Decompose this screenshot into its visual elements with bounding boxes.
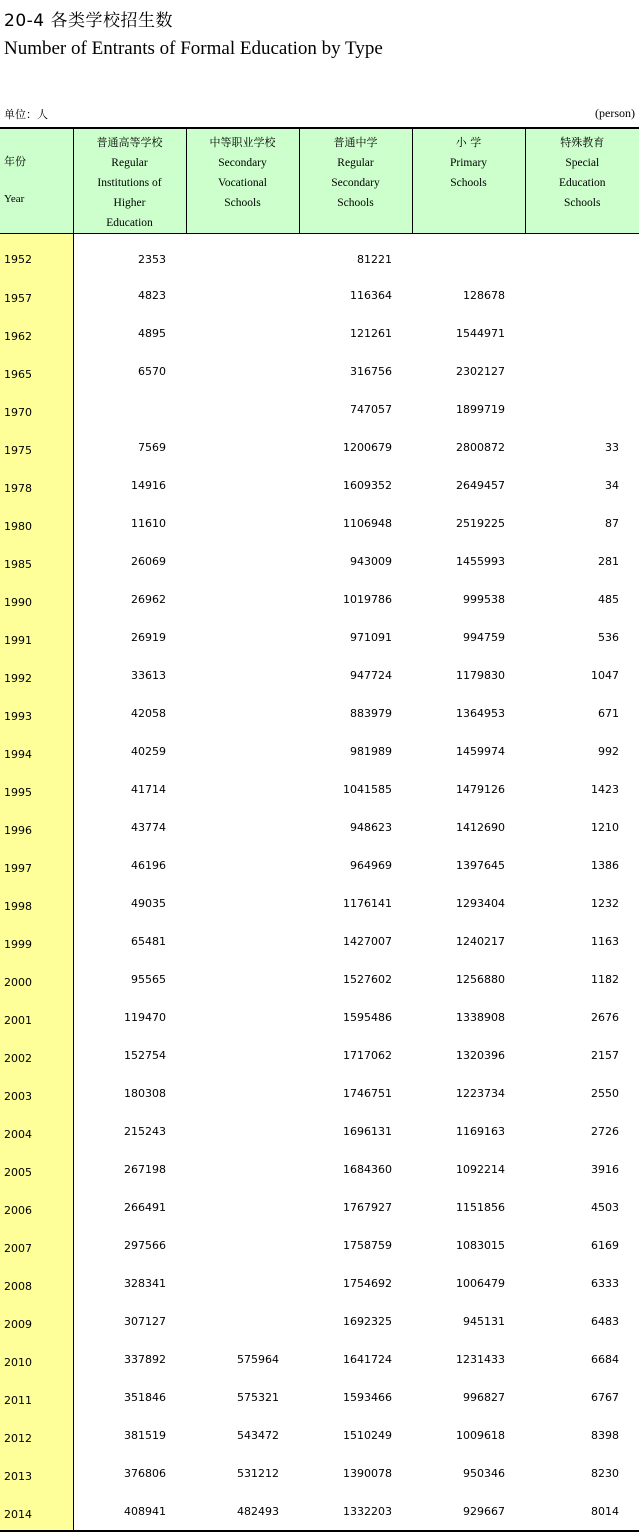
table-row	[0, 1264, 639, 1302]
vocational-cell: 543472	[186, 1416, 299, 1454]
higher-education-cell: 180308	[73, 1074, 186, 1112]
secondary-cell: 1106948	[299, 504, 412, 542]
secondary-cell: 1684360	[299, 1150, 412, 1188]
higher-education-cell: 215243	[73, 1112, 186, 1150]
table-row	[0, 1188, 639, 1226]
higher-education-cell: 14916	[73, 466, 186, 504]
table-row	[0, 1112, 639, 1150]
special-education-cell	[525, 352, 639, 390]
secondary-cell: 1754692	[299, 1264, 412, 1302]
vocational-cell	[186, 1036, 299, 1074]
header-english: Primary Schools	[413, 153, 525, 193]
secondary-cell: 747057	[299, 390, 412, 428]
primary-cell: 2649457	[412, 466, 525, 504]
primary-cell: 1479126	[412, 770, 525, 808]
header-chinese: 中等职业学校	[187, 133, 299, 153]
header-higher-education	[73, 128, 186, 234]
year-cell: 1965	[0, 352, 73, 390]
higher-education-cell: 267198	[73, 1150, 186, 1188]
higher-education-cell: 26069	[73, 542, 186, 580]
vocational-cell	[186, 1188, 299, 1226]
higher-education-cell: 152754	[73, 1036, 186, 1074]
secondary-cell: 1332203	[299, 1492, 412, 1531]
table-row	[0, 1074, 639, 1112]
special-education-cell: 33	[525, 428, 639, 466]
table-row	[0, 960, 639, 998]
higher-education-cell: 46196	[73, 846, 186, 884]
secondary-cell: 1746751	[299, 1074, 412, 1112]
table-row	[0, 1226, 639, 1264]
table-row	[0, 1492, 639, 1531]
year-cell: 2012	[0, 1416, 73, 1454]
table-row	[0, 618, 639, 656]
year-cell: 1990	[0, 580, 73, 618]
secondary-cell: 1593466	[299, 1378, 412, 1416]
higher-education-cell: 7569	[73, 428, 186, 466]
header-english: Regular Institutions of Higher Education	[74, 153, 186, 233]
primary-cell: 1256880	[412, 960, 525, 998]
table-row	[0, 542, 639, 580]
year-cell: 1978	[0, 466, 73, 504]
primary-cell: 1009618	[412, 1416, 525, 1454]
special-education-cell: 6169	[525, 1226, 639, 1264]
special-education-cell: 6684	[525, 1340, 639, 1378]
secondary-cell: 981989	[299, 732, 412, 770]
vocational-cell	[186, 922, 299, 960]
primary-cell: 1092214	[412, 1150, 525, 1188]
higher-education-cell: 95565	[73, 960, 186, 998]
secondary-cell: 1019786	[299, 580, 412, 618]
vocational-cell	[186, 694, 299, 732]
special-education-cell: 1386	[525, 846, 639, 884]
year-cell: 1998	[0, 884, 73, 922]
table-row	[0, 504, 639, 542]
year-cell: 2010	[0, 1340, 73, 1378]
higher-education-cell: 41714	[73, 770, 186, 808]
table-row	[0, 466, 639, 504]
special-education-cell: 1182	[525, 960, 639, 998]
year-cell: 2013	[0, 1454, 73, 1492]
secondary-cell: 948623	[299, 808, 412, 846]
table-row	[0, 732, 639, 770]
primary-cell: 1293404	[412, 884, 525, 922]
secondary-cell: 316756	[299, 352, 412, 390]
higher-education-cell: 26962	[73, 580, 186, 618]
vocational-cell	[186, 1112, 299, 1150]
secondary-cell: 964969	[299, 846, 412, 884]
primary-cell: 1179830	[412, 656, 525, 694]
vocational-cell	[186, 1074, 299, 1112]
header-chinese: 普通高等学校	[74, 133, 186, 153]
vocational-cell	[186, 656, 299, 694]
higher-education-cell: 11610	[73, 504, 186, 542]
year-cell: 1994	[0, 732, 73, 770]
vocational-cell	[186, 276, 299, 314]
table-title-english: Number of Entrants of Formal Education by Type	[4, 38, 383, 60]
primary-cell: 2519225	[412, 504, 525, 542]
special-education-cell: 6333	[525, 1264, 639, 1302]
special-education-cell: 8230	[525, 1454, 639, 1492]
secondary-cell: 116364	[299, 276, 412, 314]
higher-education-cell: 351846	[73, 1378, 186, 1416]
table-row	[0, 998, 639, 1036]
table-row	[0, 656, 639, 694]
higher-education-cell: 40259	[73, 732, 186, 770]
primary-cell: 1320396	[412, 1036, 525, 1074]
higher-education-cell: 4823	[73, 276, 186, 314]
primary-cell: 929667	[412, 1492, 525, 1531]
vocational-cell	[186, 428, 299, 466]
special-education-cell: 2676	[525, 998, 639, 1036]
higher-education-cell: 328341	[73, 1264, 186, 1302]
primary-cell: 1231433	[412, 1340, 525, 1378]
secondary-cell: 1527602	[299, 960, 412, 998]
primary-cell: 994759	[412, 618, 525, 656]
secondary-cell: 1041585	[299, 770, 412, 808]
vocational-cell: 575321	[186, 1378, 299, 1416]
table-row	[0, 1454, 639, 1492]
table-row	[0, 390, 639, 428]
special-education-cell: 2726	[525, 1112, 639, 1150]
vocational-cell: 482493	[186, 1492, 299, 1531]
primary-cell: 945131	[412, 1302, 525, 1340]
year-cell: 2004	[0, 1112, 73, 1150]
special-education-cell: 671	[525, 694, 639, 732]
header-year-english: Year	[4, 193, 24, 205]
secondary-cell: 81221	[299, 234, 412, 277]
vocational-cell	[186, 618, 299, 656]
secondary-cell: 947724	[299, 656, 412, 694]
special-education-cell: 485	[525, 580, 639, 618]
secondary-cell: 1767927	[299, 1188, 412, 1226]
table-row	[0, 694, 639, 732]
higher-education-cell: 6570	[73, 352, 186, 390]
special-education-cell: 8014	[525, 1492, 639, 1531]
primary-cell: 2302127	[412, 352, 525, 390]
year-cell: 1997	[0, 846, 73, 884]
secondary-cell: 1717062	[299, 1036, 412, 1074]
higher-education-cell: 65481	[73, 922, 186, 960]
primary-cell: 1151856	[412, 1188, 525, 1226]
header-year	[0, 128, 73, 234]
year-cell: 2005	[0, 1150, 73, 1188]
year-cell: 1970	[0, 390, 73, 428]
primary-cell: 1899719	[412, 390, 525, 428]
secondary-cell: 1758759	[299, 1226, 412, 1264]
year-cell: 1962	[0, 314, 73, 352]
higher-education-cell: 307127	[73, 1302, 186, 1340]
primary-cell: 1083015	[412, 1226, 525, 1264]
vocational-cell	[186, 1226, 299, 1264]
table-row	[0, 580, 639, 618]
primary-cell: 950346	[412, 1454, 525, 1492]
vocational-cell	[186, 542, 299, 580]
entrants-table	[0, 127, 639, 1532]
vocational-cell	[186, 1264, 299, 1302]
primary-cell: 1412690	[412, 808, 525, 846]
vocational-cell	[186, 732, 299, 770]
vocational-cell	[186, 234, 299, 277]
secondary-cell: 121261	[299, 314, 412, 352]
vocational-cell	[186, 352, 299, 390]
year-cell: 1952	[0, 234, 73, 277]
vocational-cell	[186, 998, 299, 1036]
header-english: Secondary Vocational Schools	[187, 153, 299, 213]
higher-education-cell: 33613	[73, 656, 186, 694]
higher-education-cell: 26919	[73, 618, 186, 656]
special-education-cell: 1210	[525, 808, 639, 846]
unit-label-english: (person)	[595, 106, 635, 121]
primary-cell: 128678	[412, 276, 525, 314]
secondary-cell: 1692325	[299, 1302, 412, 1340]
secondary-cell: 1200679	[299, 428, 412, 466]
header-year-chinese: 年份	[4, 153, 26, 169]
special-education-cell: 8398	[525, 1416, 639, 1454]
table-row	[0, 808, 639, 846]
header-english: Regular Secondary Schools	[300, 153, 412, 213]
primary-cell: 999538	[412, 580, 525, 618]
year-cell: 1991	[0, 618, 73, 656]
table-row	[0, 922, 639, 960]
vocational-cell	[186, 580, 299, 618]
higher-education-cell	[73, 390, 186, 428]
special-education-cell: 3916	[525, 1150, 639, 1188]
higher-education-cell: 43774	[73, 808, 186, 846]
table-row	[0, 1378, 639, 1416]
header-secondary-schools	[299, 128, 412, 234]
special-education-cell	[525, 314, 639, 352]
year-cell: 1957	[0, 276, 73, 314]
primary-cell	[412, 234, 525, 277]
secondary-cell: 1609352	[299, 466, 412, 504]
higher-education-cell: 337892	[73, 1340, 186, 1378]
primary-cell: 1544971	[412, 314, 525, 352]
vocational-cell	[186, 504, 299, 542]
vocational-cell	[186, 466, 299, 504]
secondary-cell: 1595486	[299, 998, 412, 1036]
higher-education-cell: 266491	[73, 1188, 186, 1226]
secondary-cell: 1510249	[299, 1416, 412, 1454]
primary-cell: 1459974	[412, 732, 525, 770]
year-cell: 2001	[0, 998, 73, 1036]
year-cell: 2003	[0, 1074, 73, 1112]
primary-cell: 1223734	[412, 1074, 525, 1112]
special-education-cell: 281	[525, 542, 639, 580]
special-education-cell: 6483	[525, 1302, 639, 1340]
year-cell: 2011	[0, 1378, 73, 1416]
secondary-cell: 971091	[299, 618, 412, 656]
year-cell: 1993	[0, 694, 73, 732]
vocational-cell	[186, 846, 299, 884]
special-education-cell: 4503	[525, 1188, 639, 1226]
vocational-cell	[186, 960, 299, 998]
higher-education-cell: 49035	[73, 884, 186, 922]
vocational-cell	[186, 884, 299, 922]
header-chinese: 小 学	[413, 133, 525, 153]
secondary-cell: 1176141	[299, 884, 412, 922]
year-cell: 1980	[0, 504, 73, 542]
header-english: Special Education Schools	[526, 153, 639, 213]
year-cell: 2008	[0, 1264, 73, 1302]
year-cell: 2014	[0, 1492, 73, 1531]
higher-education-cell: 297566	[73, 1226, 186, 1264]
year-cell: 1975	[0, 428, 73, 466]
table-body	[0, 234, 639, 1532]
year-cell: 1995	[0, 770, 73, 808]
table-row	[0, 1340, 639, 1378]
secondary-cell: 1427007	[299, 922, 412, 960]
primary-cell: 2800872	[412, 428, 525, 466]
higher-education-cell: 381519	[73, 1416, 186, 1454]
table-row	[0, 1302, 639, 1340]
header-special-education	[525, 128, 639, 234]
primary-cell: 1397645	[412, 846, 525, 884]
secondary-cell: 1696131	[299, 1112, 412, 1150]
table-row	[0, 846, 639, 884]
higher-education-cell: 119470	[73, 998, 186, 1036]
table-row	[0, 1416, 639, 1454]
vocational-cell	[186, 1302, 299, 1340]
special-education-cell: 1423	[525, 770, 639, 808]
special-education-cell: 34	[525, 466, 639, 504]
special-education-cell: 2157	[525, 1036, 639, 1074]
vocational-cell	[186, 808, 299, 846]
higher-education-cell: 42058	[73, 694, 186, 732]
vocational-cell: 531212	[186, 1454, 299, 1492]
higher-education-cell: 408941	[73, 1492, 186, 1531]
special-education-cell	[525, 234, 639, 277]
secondary-cell: 1641724	[299, 1340, 412, 1378]
special-education-cell: 6767	[525, 1378, 639, 1416]
table-row	[0, 884, 639, 922]
higher-education-cell: 4895	[73, 314, 186, 352]
year-cell: 2002	[0, 1036, 73, 1074]
vocational-cell: 575964	[186, 1340, 299, 1378]
header-chinese: 普通中学	[300, 133, 412, 153]
table-row	[0, 352, 639, 390]
special-education-cell: 87	[525, 504, 639, 542]
higher-education-cell: 2353	[73, 234, 186, 277]
primary-cell: 1364953	[412, 694, 525, 732]
year-cell: 2009	[0, 1302, 73, 1340]
special-education-cell	[525, 390, 639, 428]
special-education-cell	[525, 276, 639, 314]
year-cell: 1985	[0, 542, 73, 580]
secondary-cell: 883979	[299, 694, 412, 732]
table-row	[0, 428, 639, 466]
header-primary-schools	[412, 128, 525, 234]
special-education-cell: 1163	[525, 922, 639, 960]
header-vocational-schools	[186, 128, 299, 234]
year-cell: 1999	[0, 922, 73, 960]
higher-education-cell: 376806	[73, 1454, 186, 1492]
special-education-cell: 992	[525, 732, 639, 770]
vocational-cell	[186, 770, 299, 808]
year-cell: 2007	[0, 1226, 73, 1264]
table-header-row	[0, 128, 639, 234]
secondary-cell: 1390078	[299, 1454, 412, 1492]
special-education-cell: 536	[525, 618, 639, 656]
table-row	[0, 770, 639, 808]
table-row	[0, 1150, 639, 1188]
header-chinese: 特殊教育	[526, 133, 639, 153]
primary-cell: 1006479	[412, 1264, 525, 1302]
table-row	[0, 314, 639, 352]
special-education-cell: 2550	[525, 1074, 639, 1112]
table-title-chinese: 20-4 各类学校招生数	[4, 6, 173, 31]
table-row	[0, 276, 639, 314]
table-row	[0, 1036, 639, 1074]
year-cell: 1996	[0, 808, 73, 846]
table-row	[0, 234, 639, 277]
unit-label-chinese: 单位：人	[4, 106, 48, 122]
year-cell: 2006	[0, 1188, 73, 1226]
special-education-cell: 1047	[525, 656, 639, 694]
primary-cell: 996827	[412, 1378, 525, 1416]
primary-cell: 1169163	[412, 1112, 525, 1150]
secondary-cell: 943009	[299, 542, 412, 580]
primary-cell: 1240217	[412, 922, 525, 960]
vocational-cell	[186, 390, 299, 428]
primary-cell: 1455993	[412, 542, 525, 580]
special-education-cell: 1232	[525, 884, 639, 922]
vocational-cell	[186, 314, 299, 352]
year-cell: 2000	[0, 960, 73, 998]
year-cell: 1992	[0, 656, 73, 694]
vocational-cell	[186, 1150, 299, 1188]
primary-cell: 1338908	[412, 998, 525, 1036]
